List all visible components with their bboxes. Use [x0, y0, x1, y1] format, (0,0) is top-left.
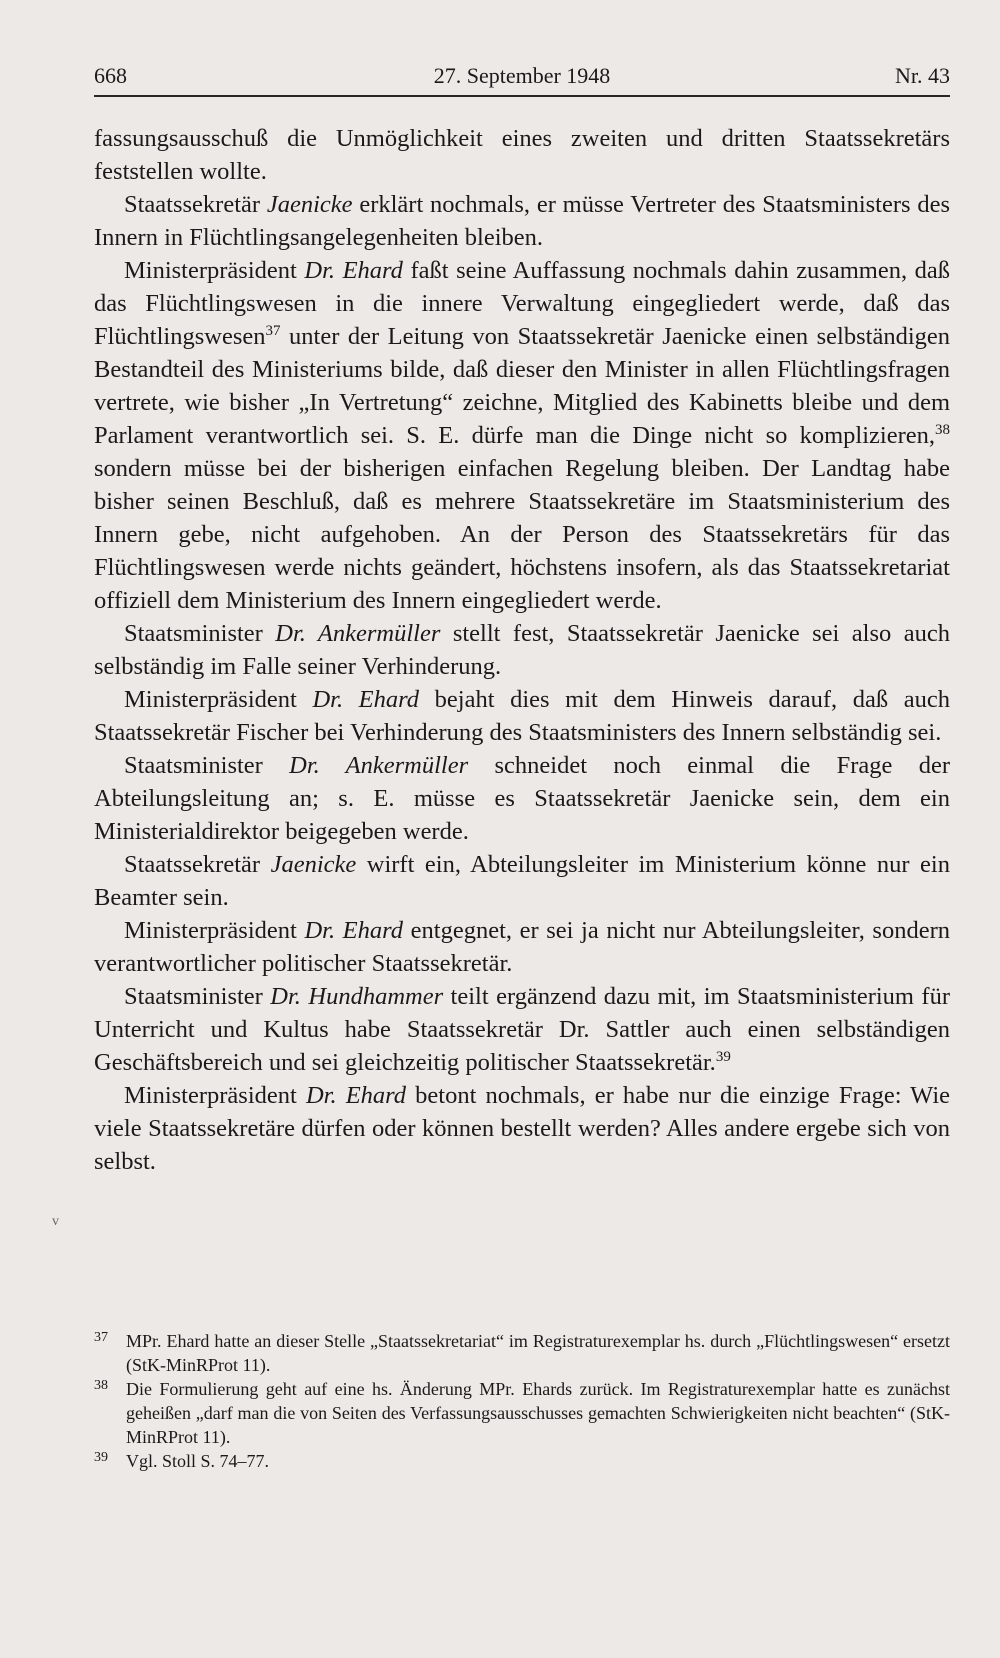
paragraph: [94, 848, 950, 914]
footnote-number: 39: [94, 1450, 108, 1465]
footnote: [94, 1377, 950, 1449]
paragraph: [94, 1079, 950, 1178]
speaker-name: Dr. Ehard: [304, 257, 403, 284]
text-run: erklärt nochmals, er müsse Vertreter des Staatsministers des Innern in Flüchtlingsangelegenheiten bleiben.: [94, 191, 950, 251]
text-run: fassungsausschuß die Unmöglichkeit eines zweiten und dritten Staatssekretärs feststellen wollte.: [94, 125, 950, 185]
header-rule: [94, 95, 950, 97]
text-run: Vgl.: [126, 1451, 162, 1471]
text-run: Ministerpräsident: [124, 1082, 306, 1109]
body-text: [94, 122, 950, 1178]
text-run: Staatssekretär: [124, 851, 271, 878]
footnote-ref: 37: [265, 323, 281, 339]
paragraph: [94, 914, 950, 980]
issue-number: Nr. 43: [895, 63, 950, 88]
speaker-name: Dr. Ehard: [312, 686, 420, 713]
speaker-name: Dr. Hundhammer: [270, 983, 444, 1010]
footnote-ref: 38: [935, 422, 950, 438]
text-run: Staatsminister: [124, 620, 276, 647]
text-run: Ministerpräsident: [124, 917, 305, 944]
speaker-name: Jaenicke: [266, 191, 353, 218]
text-run: Ministerpräsident: [124, 686, 313, 713]
speaker-name: Dr. Ehard: [305, 1082, 407, 1109]
page-number: 668: [94, 63, 127, 88]
text-run: schneidet noch einmal die Frage der Abteilungsleitung an; s. E. müsse es Staatssekretär Jaenicke sein, dem ein Ministerialdirektor beigegeben werde.: [94, 752, 950, 845]
running-header: [94, 58, 950, 94]
text-run: S. 74–77.: [196, 1451, 270, 1471]
footnote-ref: 39: [715, 1049, 731, 1065]
paragraph: [94, 617, 950, 683]
text-run: sondern müsse bei der bisherigen einfachen Regelung bleiben. Der Landtag habe bisher seinen Beschluß, daß es mehrere Staatssekretäre im Staatsministerium des Innern gebe, nicht aufgehoben. An der Person des Staatssekretärs für das Flüchtlingswesen werde nichts geändert, höchstens insofern, als das Staatssekretariat offiziell dem Ministerium des Innern eingegliedert werde.: [94, 455, 950, 614]
speaker-name: Jaenicke: [270, 851, 357, 878]
speaker-name: Dr. Ankermüller: [275, 620, 441, 647]
text-run: betont nochmals, er habe nur die einzige Frage: Wie viele Staatssekretäre dürfen oder können bestellt werden? Alles andere ergebe sich von selbst.: [94, 1082, 951, 1175]
paragraph: [94, 188, 950, 254]
speaker-name: Dr. Ankermüller: [289, 752, 469, 779]
text-run: faßt seine Auffassung nochmals dahin zusammen, daß das Flüchtlingswesen in die innere Verwaltung eingegliedert werde, daß das Flüchtlingswesen: [94, 257, 951, 350]
text-run: MPr. Ehard hatte an dieser Stelle „Staatssekretariat“ im Registraturexemplar hs. durch „Flüchtlingswesen“ ersetzt (StK-MinRProt 11).: [126, 1331, 950, 1375]
text-run: wirft ein, Abteilungsleiter im Ministerium könne nur ein Beamter sein.: [94, 851, 950, 911]
footnote: [94, 1329, 950, 1377]
footnote-number: 37: [94, 1330, 108, 1345]
text-run: Staatsminister: [124, 983, 271, 1010]
text-run: teilt ergänzend dazu mit, im Staatsministerium für Unterricht und Kultus habe Staatssekretär Dr. Sattler auch einen selbständigen Geschäftsbereich und sei gleichzeitig politischer Staatssekretär.: [94, 983, 950, 1076]
margin-mark: v: [52, 1214, 59, 1229]
text-run: Die Formulierung geht auf eine hs. Änderung MPr. Ehards zurück. Im Registraturexemplar hatte es zunächst geheißen „darf man die von Seiten des Verfassungsausschusses gemachten Schwierigkeiten nicht beachten“ (StK-MinRProt 11).: [126, 1379, 950, 1447]
paragraph: [94, 683, 950, 749]
header-date: 27. September 1948: [433, 63, 611, 88]
footnotes: [94, 1329, 950, 1473]
text-run: bejaht dies mit dem Hinweis darauf, daß auch Staatssekretär Fischer bei Verhinderung des Staatsministers des Innern selbständig sei.: [94, 686, 951, 746]
footnote: [94, 1449, 950, 1473]
speaker-name: Dr. Ehard: [304, 917, 404, 944]
text-run: unter der Leitung von Staatssekretär Jaenicke einen selbständigen Bestandteil des Ministeriums bilde, daß dieser den Minister in allen Flüchtlingsfragen vertrete, wie bisher „In Vertretung“ zeichne, Mitglied des Kabinetts bleibe und dem Parlament verantwortlich sei. S. E. dürfe man die Dinge nicht so komplizieren,: [94, 323, 950, 449]
text-run: Staatsminister: [124, 752, 290, 779]
text-run: Ministerpräsident: [124, 257, 305, 284]
speaker-name: Stoll: [162, 1451, 197, 1471]
paragraph: [94, 254, 950, 617]
text-run: stellt fest, Staatssekretär Jaenicke sei also auch selbständig im Falle seiner Verhinderung.: [94, 620, 950, 680]
paragraph: [94, 749, 950, 848]
paragraph: [94, 980, 950, 1079]
paragraph: [94, 122, 950, 188]
footnote-number: 38: [94, 1378, 108, 1393]
text-run: Staatssekretär: [124, 191, 267, 218]
text-run: entgegnet, er sei ja nicht nur Abteilungsleiter, sondern verantwortlicher politischer Staatssekretär.: [94, 917, 951, 977]
